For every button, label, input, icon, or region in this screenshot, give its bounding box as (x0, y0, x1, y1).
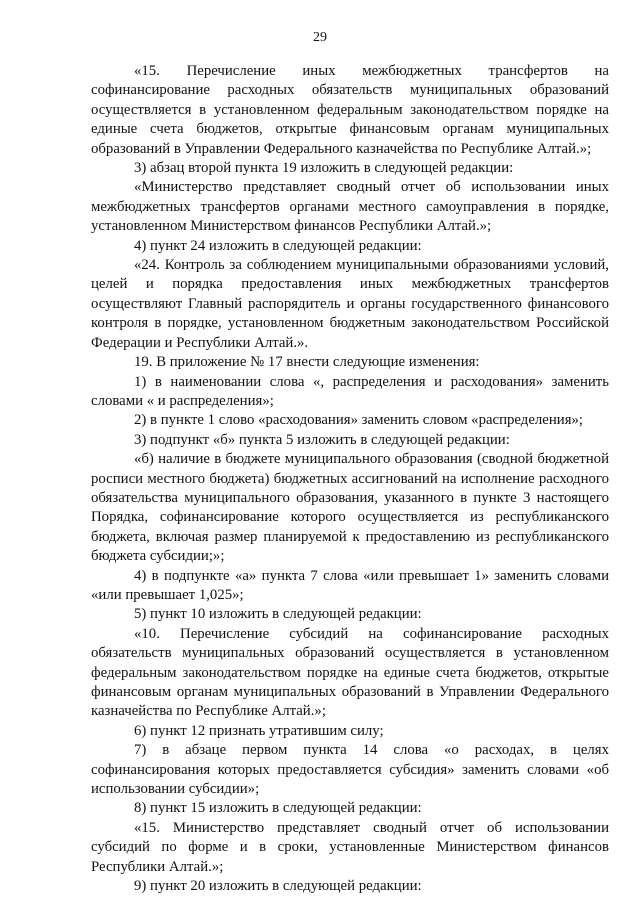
paragraph: 5) пункт 10 изложить в следующей редакции: (134, 606, 422, 623)
paragraph: 7) в абзаце первом пункта 14 слова «о расходах, в целях софинансирования которых предоставляется субсидия» заменить словами «об использовании субсидии»; (91, 742, 609, 798)
paragraph: «Министерство представляет сводный отчет об использовании иных межбюджетных трансфертов органами местного самоуправления в порядке, установленном Министерством финансов Республики Алтай.»; (91, 179, 609, 235)
page-number: 29 (313, 30, 327, 45)
paragraph: 8) пункт 15 изложить в следующей редакции: (134, 800, 422, 817)
paragraph: 1) в наименовании слова «, распределения и расходования» заменить словами « и распределения»; (91, 373, 609, 409)
paragraph: 2) в пункте 1 слово «расходования» заменить словом «распределения»; (134, 412, 584, 429)
paragraph: 3) подпункт «б» пункта 5 изложить в следующей редакции: (134, 431, 510, 448)
paragraph: «б) наличие в бюджете муниципального образования (сводной бюджетной росписи местного бюджета) бюджетных ассигнований на исполнение расходного обязательства муниципального образования, указанного в пункте 3 настоящего Порядка, софинансирование которого осуществляется из республиканского бюджета, включая размер планируемой к предоставлению из республиканского бюджета субсидии;»; (91, 451, 609, 565)
paragraph: 9) пункт 20 изложить в следующей редакции: (134, 878, 422, 895)
paragraph: 4) в подпункте «а» пункта 7 слова «или превышает 1» заменить словами «или превышает 1,025»; (91, 567, 609, 603)
paragraph: «15. Министерство представляет сводный отчет об использовании субсидий по форме и в сроки, установленные Министерством финансов Республики Алтай.»; (91, 819, 609, 875)
paragraph: «24. Контроль за соблюдением муниципальными образованиями условий, целей и порядка предоставления иных межбюджетных трансфертов осуществляют Главный распорядитель и органы государственного финансового контроля в порядке, установленном бюджетным законодательством Российской Федерации и Республики Алтай.». (91, 257, 609, 351)
document-body (91, 62, 609, 896)
paragraph: 3) абзац второй пункта 19 изложить в следующей редакции: (134, 160, 514, 177)
paragraph: «10. Перечисление субсидий на софинансирование расходных обязательств муниципальных образований осуществляется в установленном федеральным законодательством порядке на единые счета бюджетов, открытые финансовым органам муниципальных образований в Управлении Федерального казначейства по Республике Алтай.»; (91, 625, 609, 720)
paragraph: 6) пункт 12 признать утратившим силу; (134, 722, 384, 739)
paragraph: 19. В приложение № 17 внести следующие изменения: (134, 354, 480, 371)
paragraph: «15. Перечисление иных межбюджетных трансфертов на софинансирование расходных обязательств муниципальных образований осуществляется в установленном федеральным законодательством порядке на единые счета бюджетов, открытые финансовым органам муниципальных образований в Управлении Федерального казначейства по Республике Алтай.»; (91, 63, 609, 157)
paragraph: 4) пункт 24 изложить в следующей редакции: (134, 237, 422, 254)
